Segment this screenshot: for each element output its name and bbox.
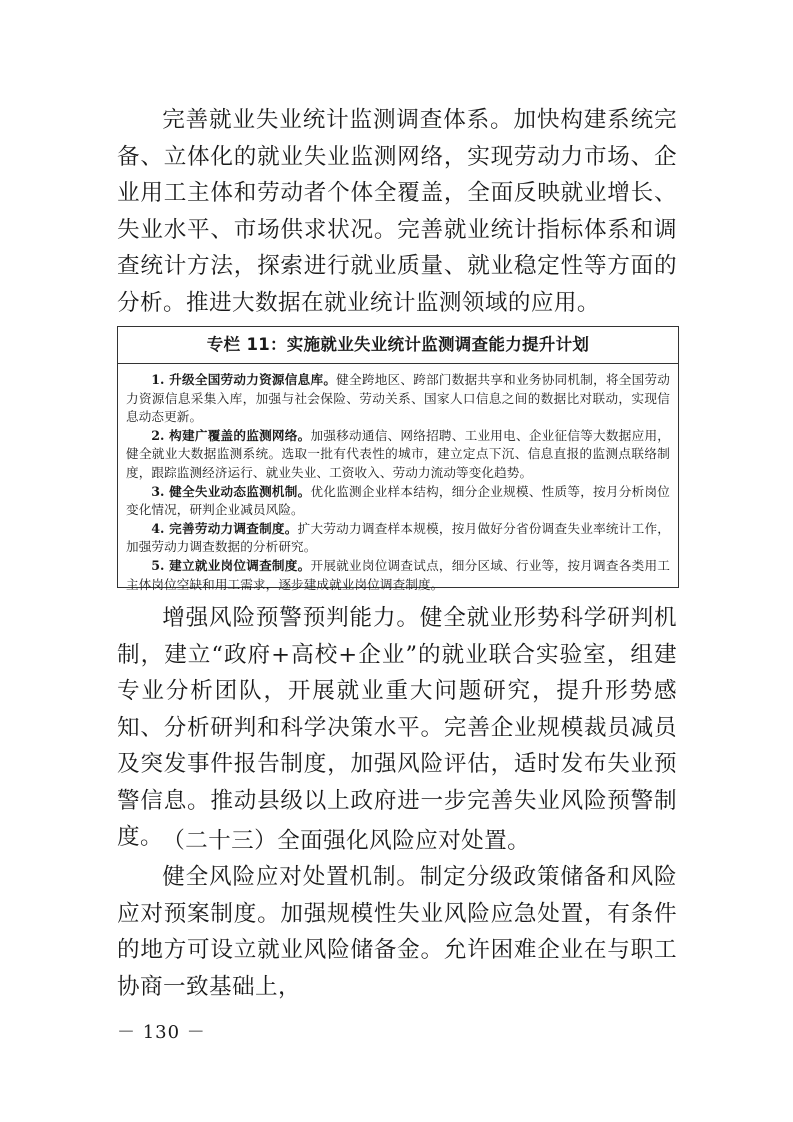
column-item-head: 3. 健全失业动态监测机制。 xyxy=(151,483,311,499)
column-item-head: 5. 建立就业岗位调查制度。 xyxy=(151,557,311,573)
column-box-body xyxy=(126,371,670,594)
column-item-text: 优化监测企业样本结构，细分企业规模、性质等，按月分析岗位变化情况，研判企业减员风险。 xyxy=(126,483,670,518)
column-item-head: 2. 构建广覆盖的监测网络。 xyxy=(151,427,311,443)
column-item-5 xyxy=(126,557,670,594)
column-item-text: 加强移动通信、网络招聘、工业用电、企业征信等大数据应用，健全就业大数据监测系统。选取一批有代表性的城市，建立定点下沉、信息直报的监测点联络制度，跟踪监测经济运行、就业失业、工资收入、劳动力流动等变化趋势。 xyxy=(126,427,670,480)
column-item-text: 健全跨地区、跨部门数据共享和业务协同机制，将全国劳动力资源信息采集入库，加强与社会保险、劳动关系、国家人口信息之间的数据比对联动，实现信息动态更新。 xyxy=(126,372,670,425)
paragraph-statistics-monitoring: 完善就业失业统计监测调查体系。加快构建系统完备、立体化的就业失业监测网络，实现劳动力市场、企业用工主体和劳动者个体全覆盖，全面反映就业增长、失业水平、市场供求状况。完善就业统计指标体系和调查统计方法，探索进行就业质量、就业稳定性等方面的分析。推进大数据在就业统计监测领域的应用。 xyxy=(117,107,677,316)
column-item-head: 1. 升级全国劳动力资源信息库。 xyxy=(151,372,337,387)
column-item-1 xyxy=(126,371,670,427)
column-box-11 xyxy=(117,326,679,592)
column-item-2 xyxy=(126,427,670,483)
paragraph-risk-warning: 增强风险预警预判能力。健全就业形势科学研判机制，建立“政府+高校+企业”的就业联合实验室，组建专业分析团队，开展就业重大问题研究，提升形势感知、分析研判和科学决策水平。完善企业规模裁员减员及突发事件报告制度，加强风险评估，适时发布失业预警信息。推动县级以上政府进一步完善失业风险预警制度。 xyxy=(117,605,677,850)
column-item-head: 4. 完善劳动力调查制度。 xyxy=(151,520,298,536)
column-item-3 xyxy=(126,483,670,520)
page-number: － 130 － xyxy=(117,1022,206,1043)
column-item-4 xyxy=(126,520,670,557)
column-item-text: 开展就业岗位调查试点，细分区域、行业等，按月调查各类用工主体岗位空缺和用工需求，逐步建成就业岗位调查制度。 xyxy=(126,557,670,592)
paragraph-risk-response: 健全风险应对处置机制。制定分级政策储备和风险应对预案制度。加强规模性失业风险应急处置，有条件的地方可设立就业风险储备金。允许困难企业在与职工协商一致基础上， xyxy=(117,864,677,1000)
column-box-title: 专栏 11：实施就业失业统计监测调查能力提升计划 xyxy=(118,327,678,364)
section-heading: （二十三）全面强化风险应对处置。 xyxy=(162,828,531,854)
column-item-text: 扩大劳动力调查样本规模，按月做好分省份调查失业率统计工作，加强劳动力调查数据的分析研究。 xyxy=(126,520,670,555)
